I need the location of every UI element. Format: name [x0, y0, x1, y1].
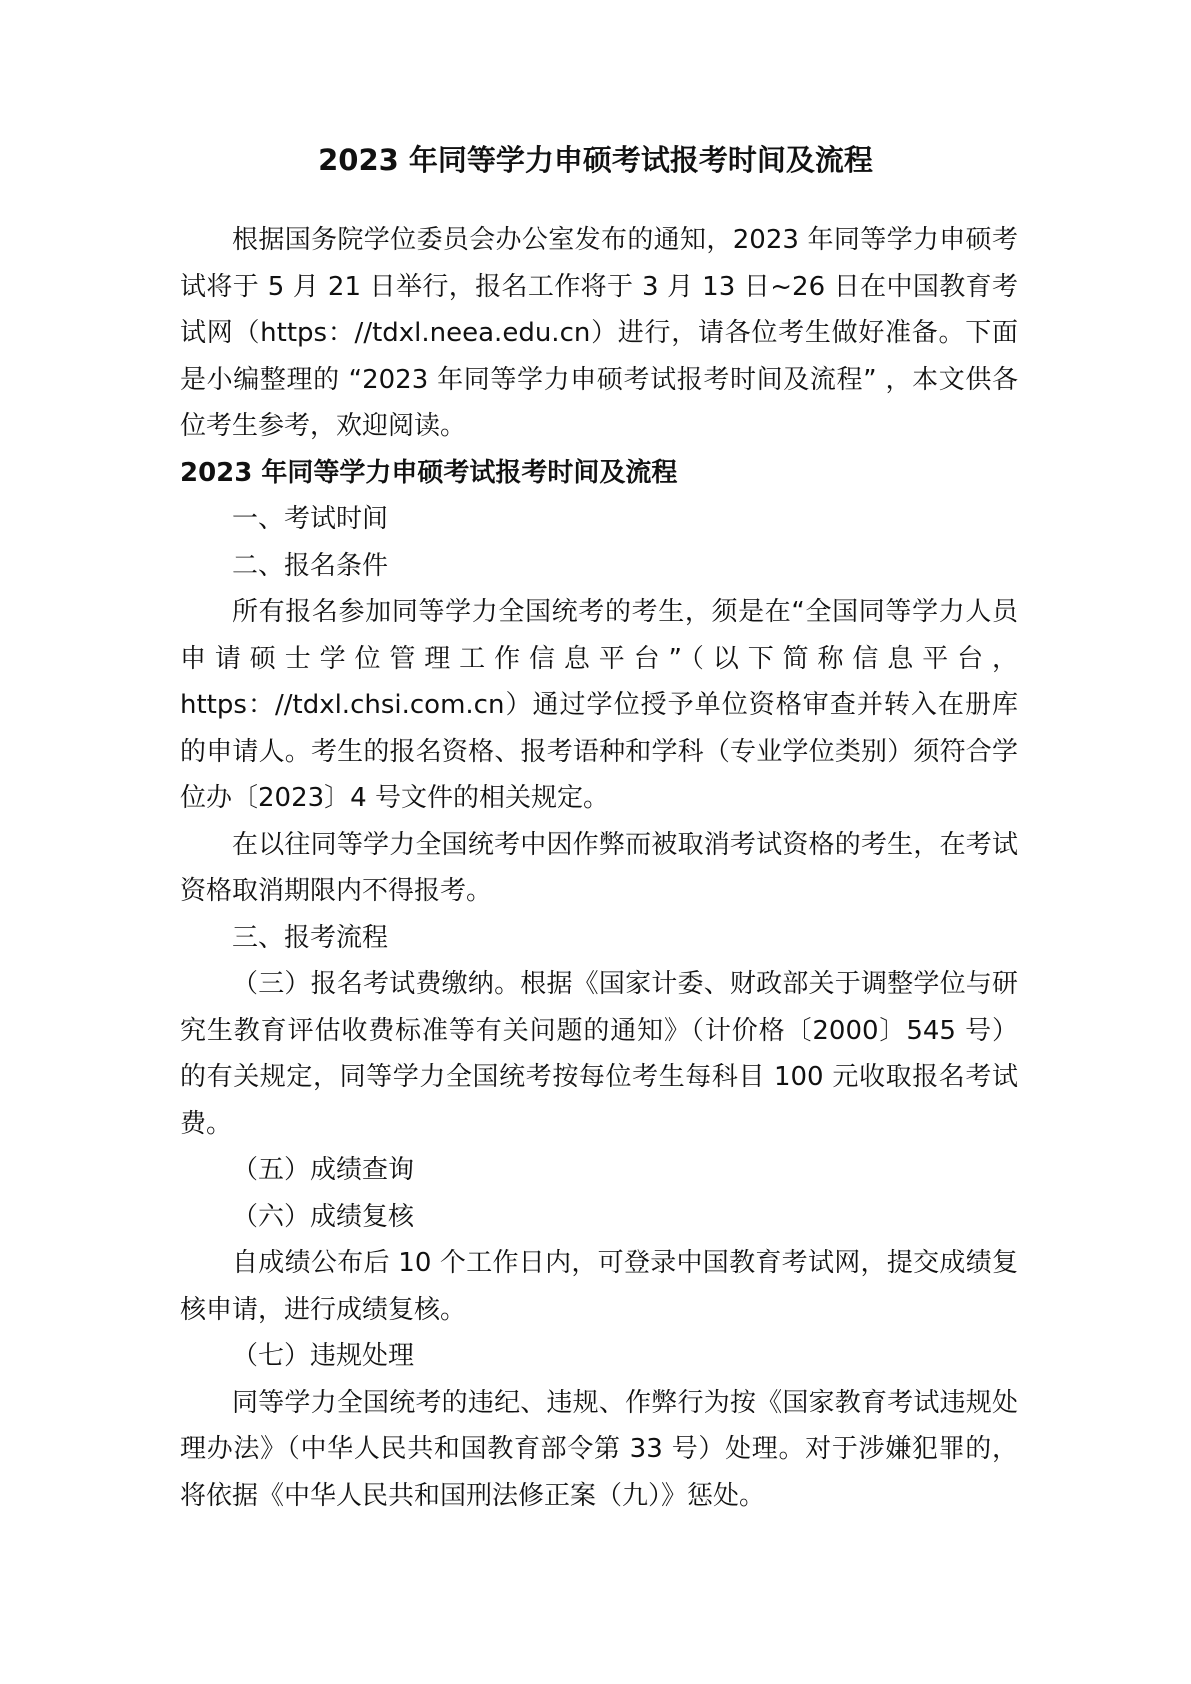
heading-conditions: 二、报名条件	[232, 550, 389, 581]
conditions-paragraph: 所有报名参加同等学力全国统考的考生，须是在“全国同等学力人员申请硕士学位管理工作信息平台”（以下简称信息平台，https：//tdxl.chsi.com.cn）通过学位授予单位资格审查并转入在册库的申请人。考生的报名资格、报考语种和学科（专业学位类别）须符合学位办〔2023〕4 号文件的相关规定。	[180, 597, 1018, 813]
review-paragraph: 自成绩公布后 10 个工作日内，可登录中国教育考试网，提交成绩复核申请，进行成绩复核。	[180, 1248, 1018, 1325]
heading-violation: （七）违规处理	[232, 1341, 415, 1371]
violation-paragraph: 同等学力全国统考的违纪、违规、作弊行为按《国家教育考试违规处理办法》（中华人民共和国教育部令第 33 号）处理。对于涉嫌犯罪的，将依据《中华人民共和国刑法修正案（九）》惩处。	[180, 1387, 1018, 1511]
section-subtitle: 2023 年同等学力申硕考试报考时间及流程	[180, 457, 678, 488]
cheating-paragraph: 在以往同等学力全国统考中因作弊而被取消考试资格的考生，在考试资格取消期限内不得报考。	[180, 829, 1018, 906]
document-title: 2023 年同等学力申硕考试报考时间及流程	[318, 143, 873, 177]
document-body	[180, 217, 1018, 1519]
fee-paragraph: （三）报名考试费缴纳。根据《国家计委、财政部关于调整学位与研究生教育评估收费标准等有关问题的通知》（计价格〔2000〕545 号）的有关规定，同等学力全国统考按每位考生每科目 100 元收取报名考试费。	[180, 969, 1018, 1139]
heading-score-review: （六）成绩复核	[232, 1201, 415, 1232]
heading-score-query: （五）成绩查询	[232, 1155, 415, 1185]
intro-paragraph: 根据国务院学位委员会办公室发布的通知，2023 年同等学力申硕考试将于 5 月 21 日举行，报名工作将于 3 月 13 日~26 日在中国教育考试网（https：//tdxl.neea.edu.cn）进行，请各位考生做好准备。下面是小编整理的 “2023 年同等学力申硕考试报考时间及流程” ，本文供各位考生参考，欢迎阅读。	[180, 225, 1018, 441]
heading-exam-time: 一、考试时间	[232, 504, 389, 534]
heading-process: 三、报考流程	[232, 922, 389, 953]
